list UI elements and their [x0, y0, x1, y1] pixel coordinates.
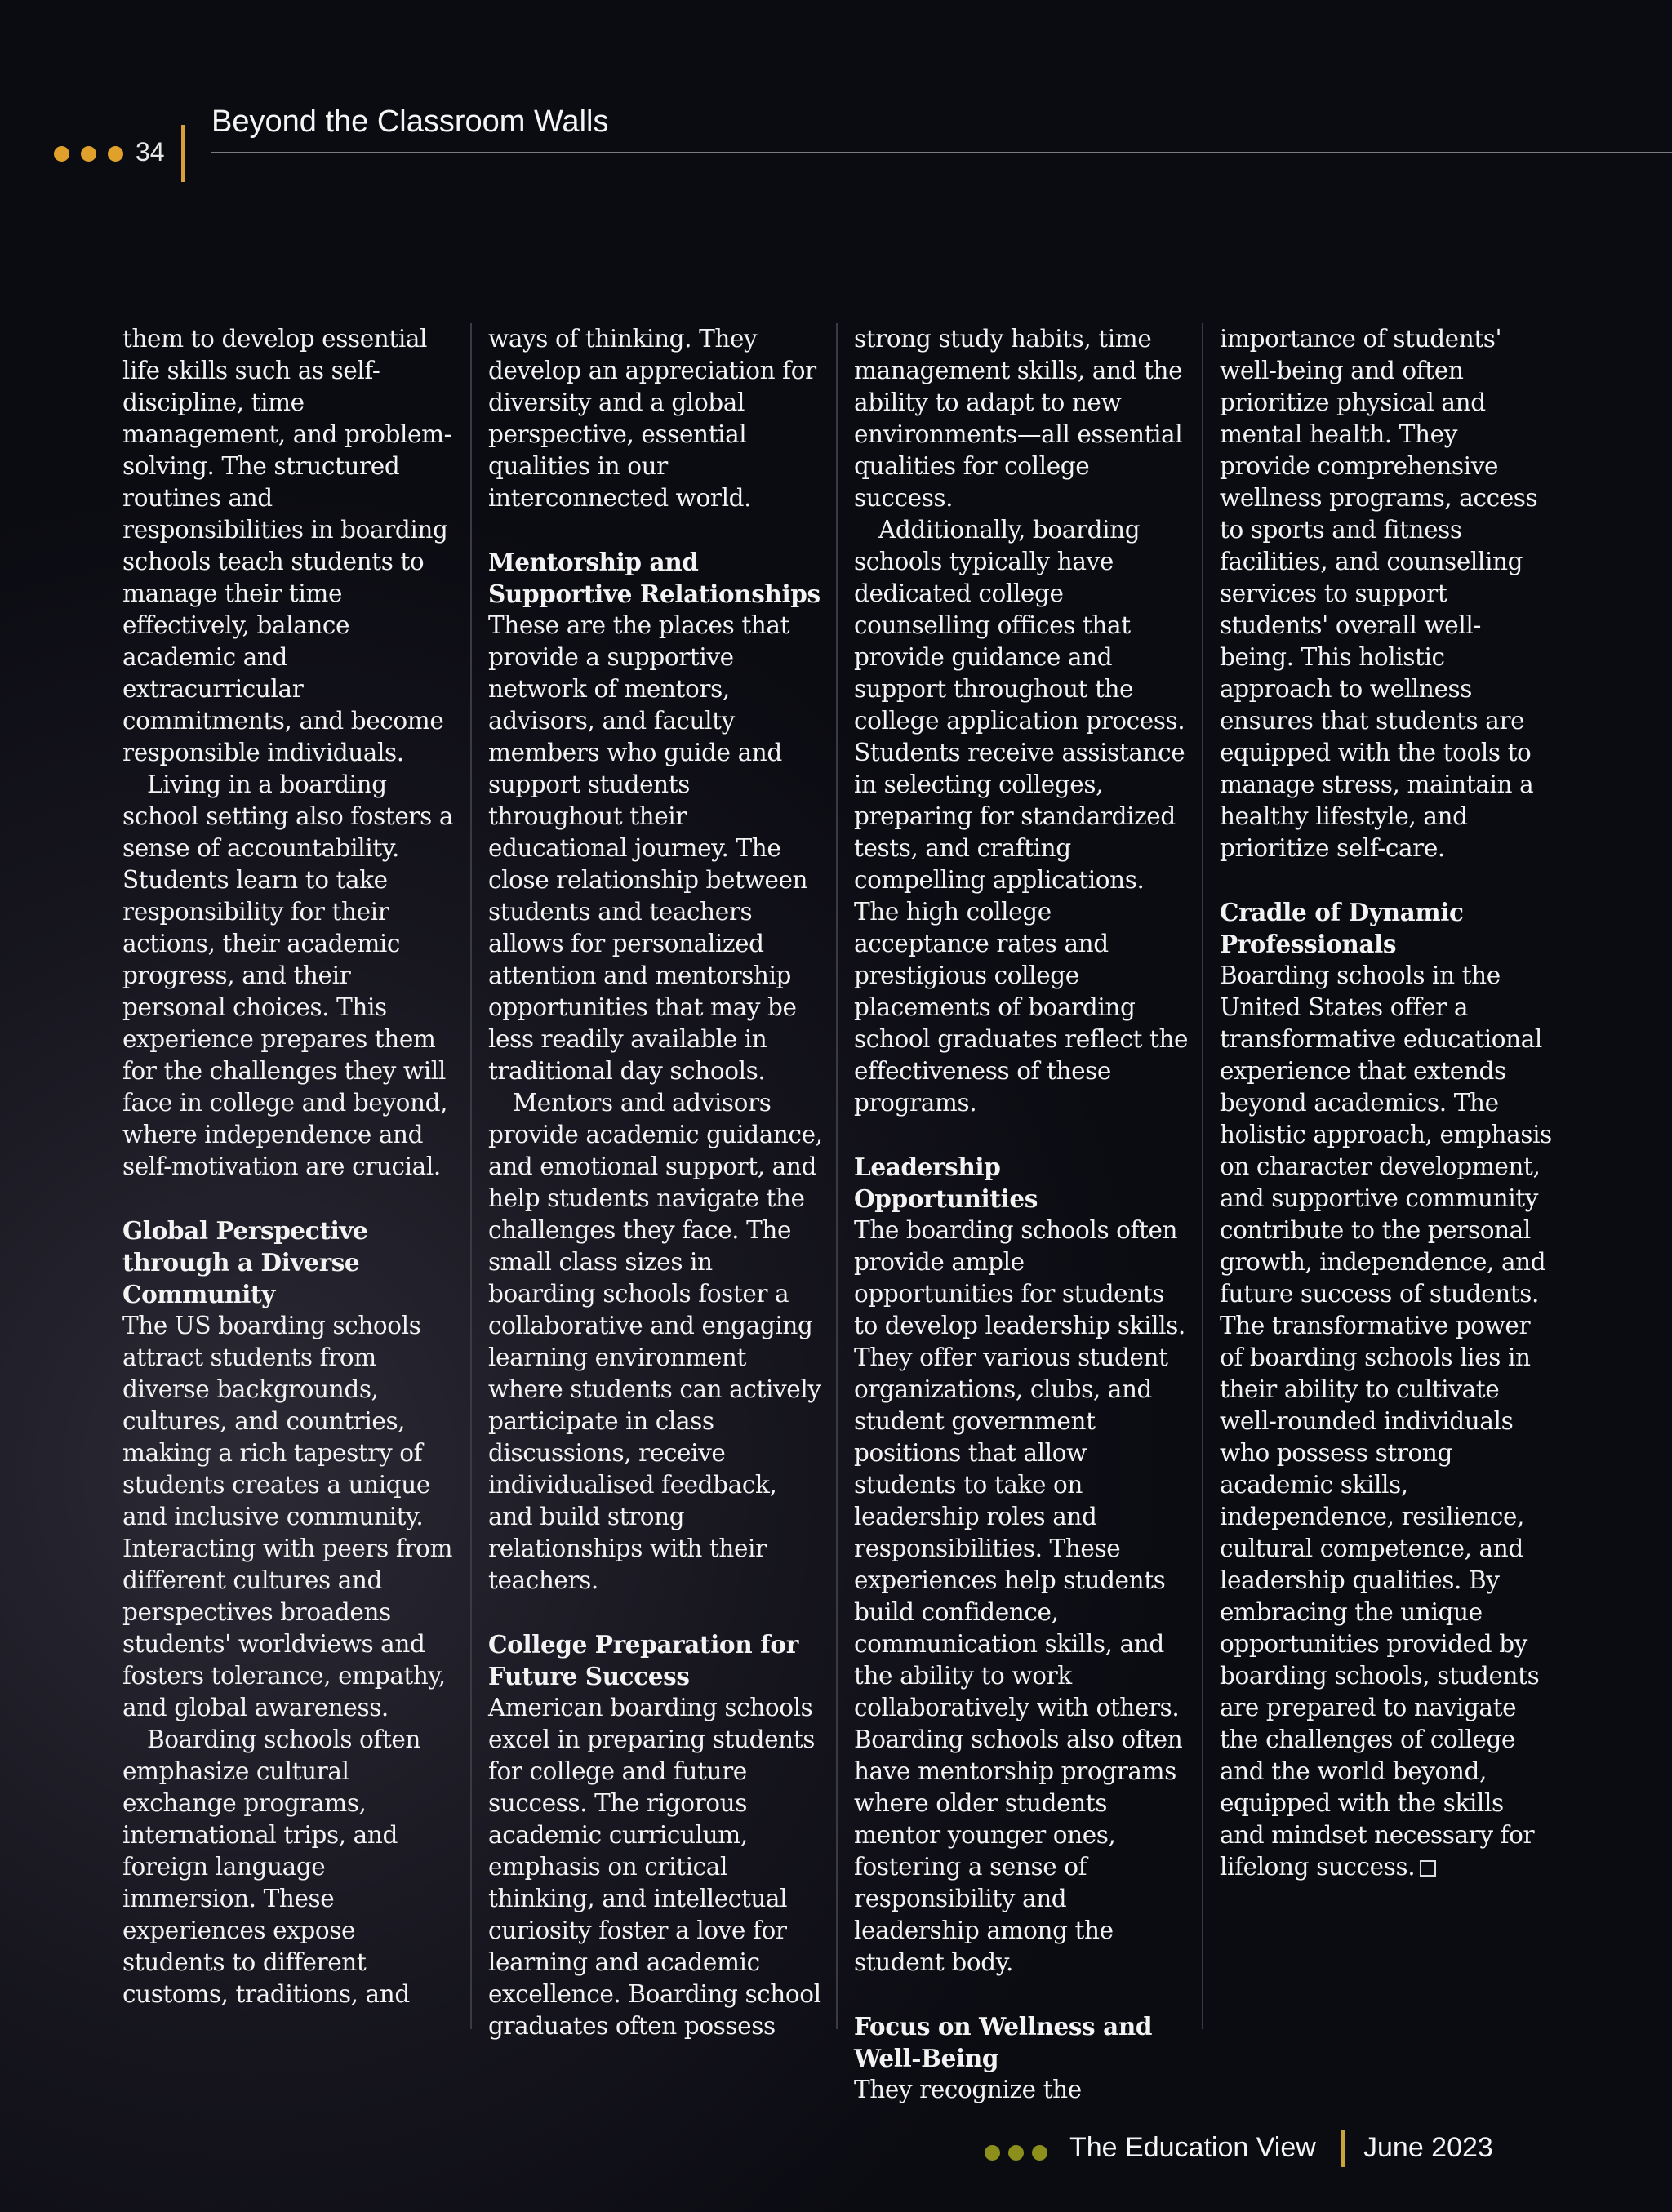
column-divider	[836, 323, 838, 2029]
dot-icon	[1008, 2145, 1024, 2161]
header-dots	[54, 146, 123, 162]
paragraph: The boarding schools often provide ample opportunities for students to develop leadership skills. They offer various student organizations, clubs, and student government positions that allow students to take on leadership roles and responsibilities. These experiences help students build confidence, communication skills, and the ability to work collaboratively with others. Boarding schools also often have mentorship programs where older students mentor younger ones, fostering a sense of responsibility and leadership among the student body.	[854, 1216, 1185, 1976]
subheading: Cradle of Dynamic Professionals	[1220, 898, 1464, 958]
end-of-article-icon	[1420, 1860, 1436, 1877]
article-column-4	[1220, 323, 1554, 2029]
subheading: Global Perspective through a Diverse Community	[122, 1216, 368, 1308]
dot-icon	[54, 146, 69, 162]
subheading: Mentorship and Supportive Relationships	[488, 548, 820, 608]
paragraph: They recognize the	[854, 2076, 1082, 2103]
page-footer	[980, 2130, 1672, 2171]
header-divider-bar	[181, 125, 185, 182]
section-title: Beyond the Classroom Walls	[211, 104, 609, 139]
article-column-3	[854, 323, 1189, 2103]
page-number: 34	[136, 137, 165, 167]
article-column-1	[122, 323, 457, 2029]
paragraph: strong study habits, time management skills, and the ability to adapt to new environments—all essential qualities for college success.	[854, 325, 1183, 512]
dot-icon	[985, 2145, 1000, 2161]
paragraph: Mentors and advisors provide academic guidance, and emotional support, and help students navigate the challenges they face. The small class sizes in boarding schools foster a collaborative and engaging learning environment where students can actively participate in class discussions, receive individualised feedback, and build strong relationships with their teachers.	[488, 1089, 823, 1594]
header-rule	[211, 152, 1672, 153]
paragraph: ways of thinking. They develop an appreciation for diversity and a global perspective, essential qualities in our interconnected world.	[488, 325, 816, 512]
subheading: Focus on Wellness and Well-Being	[854, 2012, 1153, 2072]
paragraph: These are the places that provide a supportive network of mentors, advisors, and faculty members who guide and support students throughout their educational journey. The close relationship between students and teachers allows for personalized attention and mentorship opportunities that may be less readily available in traditional day schools.	[488, 611, 808, 1085]
paragraph: importance of students' well-being and often prioritize physical and mental health. They provide comprehensive wellness programs, access to sports and fitness facilities, and counselling services to support students' overall well-being. This holistic approach to wellness ensures that students are equipped with the tools to manage stress, maintain a healthy lifestyle, and prioritize self-care.	[1220, 325, 1538, 862]
magazine-name: The Education View	[1069, 2132, 1316, 2163]
paragraph: Boarding schools often emphasize cultural exchange programs, international trips, and foreign language immersion. These experiences expose students to different customs, traditions, and	[122, 1726, 421, 2008]
article-body	[122, 323, 1552, 2103]
paragraph: Additionally, boarding schools typically have dedicated college counselling offices that provide guidance and support throughout the college application process. Students receive assistance in selecting colleges, preparing for standardized tests, and crafting compelling applications. The high college acceptance rates and prestigious college placements of boarding school graduates reflect the effectiveness of these programs.	[854, 516, 1189, 1117]
footer-divider-bar	[1341, 2130, 1345, 2167]
paragraph: The US boarding schools attract students from diverse backgrounds, cultures, and countries, making a rich tapestry of students creates a unique and inclusive community. Interacting with peers from different cultures and perspectives broadens students' worldviews and fosters tolerance, empathy, and global awareness.	[122, 1312, 453, 1721]
paragraph: Living in a boarding school setting also fosters a sense of accountability. Students learn to take responsibility for their actions, their academic progress, and their personal choices. This experience prepares them for the challenges they will face in college and beyond, where independence and self-motivation are crucial.	[122, 771, 454, 1180]
footer-dots	[985, 2145, 1047, 2161]
paragraph: Boarding schools in the United States offer a transformative educational experience that extends beyond academics. The holistic approach, emphasis on character development, and supportive community contribute to the personal growth, independence, and future success of students. The transformative power of boarding schools lies in their ability to cultivate well-rounded individuals who possess strong academic skills, independence, resilience, cultural competence, and leadership qualities. By embracing the unique opportunities provided by boarding schools, students are prepared to navigate the challenges of college and the world beyond, equipped with the skills and mindset necessary for lifelong success.	[1220, 962, 1552, 1881]
column-divider	[470, 323, 472, 2029]
subheading: Leadership Opportunities	[854, 1153, 1038, 1213]
column-divider	[1202, 323, 1203, 2029]
issue-date: June 2023	[1363, 2132, 1493, 2163]
article-column-2	[488, 323, 823, 2040]
paragraph: them to develop essential life skills such as self-discipline, time management, and problem-solving. The structured routines and responsibilities in boarding schools teach students to manage their time effectively, balance academic and extracurricular commitments, and become responsible individuals.	[122, 325, 452, 766]
dot-icon	[108, 146, 123, 162]
dot-icon	[81, 146, 96, 162]
paragraph: American boarding schools excel in preparing students for college and future success. The rigorous academic curriculum, emphasis on critical thinking, and intellectual curiosity foster a love for learning and academic excellence. Boarding school graduates often possess	[488, 1694, 821, 2040]
page-header	[0, 0, 1672, 196]
subheading: College Preparation for Future Success	[488, 1630, 798, 1690]
dot-icon	[1032, 2145, 1047, 2161]
